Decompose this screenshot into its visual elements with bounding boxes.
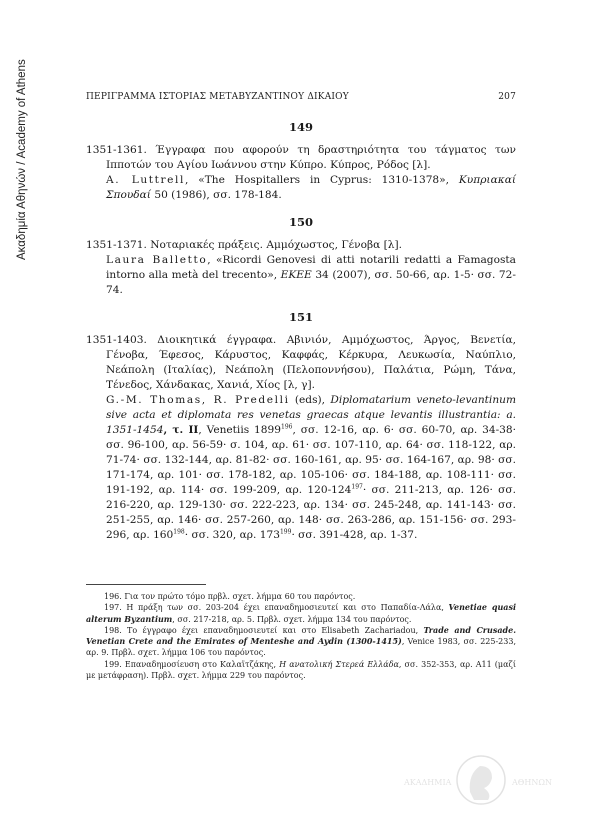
author: G.-M. Thomas, R. Predelli <box>106 394 290 406</box>
footnote-ref[interactable]: 196 <box>281 423 293 431</box>
footnote: 196. Για τον πρώτο τόμο πρβλ. σχετ. λήμμα 60 του παρόντος. <box>104 592 356 601</box>
footnote-ref[interactable]: 198 <box>173 528 185 536</box>
ref-pages: · σσ. 391-428, αρ. 1-37. <box>291 529 418 541</box>
footnote-ref[interactable]: 197 <box>351 483 363 491</box>
ref-text: , «The Hospitallers in Cyprus: 1310-1378», <box>184 174 459 186</box>
ref-text: , «Ricordi Genovesi di atti notarili redatti a Famagosta intorno alla metà del trecento», <box>106 254 516 281</box>
ref-pages: · σσ. 320, αρ. 173 <box>184 529 280 541</box>
entry-reference <box>86 173 516 203</box>
footnote-ref[interactable]: 199 <box>279 528 292 536</box>
author: Laura Balletto <box>106 254 208 266</box>
footnote: 199. Επαναδημοσίευση στο Καλαϊτζάκης, Η ανατολική Στερεά Ελλάδα, σσ. 352-353, αρ. A11 (μαζί με μετάφραση). Πρβλ. σχετ. λήμμα 229 του παρόντος. <box>86 659 516 681</box>
ref-pages: · σσ. 211-213, αρ. 126· σσ. 216-220, αρ. 129-130· σσ. 222-223, αρ. 134· σσ. 245-248, αρ. 141-143· σσ. 251-255, αρ. 146· σσ. 257-260, αρ. 148· σσ. 263-286, αρ. 151-156· σσ. 293-296, αρ. 160 <box>106 484 516 541</box>
ref-tail: 50 (1986), σσ. 178-184. <box>150 189 282 201</box>
ref-journal: ΕΚΕΕ <box>280 269 312 281</box>
ref-volume: , τ. II <box>163 424 199 436</box>
entry-heading: 1351-1361. Έγγραφα που αφορούν τη δραστηριότητα του τάγματος των Ιπποτών του Αγίου Ιωάννου στην Κύπρο. Κύπρος, Ρόδος [λ]. <box>86 144 516 171</box>
entry-number: 151 <box>288 310 313 324</box>
ref-tail: 34 (2007), σσ. 50-66, αρ. 1-5· σσ. 72-74. <box>106 269 516 296</box>
footnotes <box>86 591 516 681</box>
header-title: ΠΕΡΙΓΡΑΜΜΑ ΙΣΤΟΡΙΑΣ ΜΕΤΑΒΥΖΑΝΤΙΝΟΥ ΔΙΚΑΙΟΥ <box>86 92 349 102</box>
running-header <box>86 92 516 102</box>
ref-title: Diplomatarium veneto-levantinum sive acta et diplomata res venetas graecas atque levantis illustrantia: a. 1351-1454 <box>106 394 517 436</box>
entry-reference <box>86 393 516 543</box>
footnote: 198. Το έγγραφο έχει επαναδημοσιευτεί και στο Elisabeth Zachariadou, Trade and Crusade. Venetian Crete and the Emirates of Menteshe and Aydin (1300-1415), Venice 1983, σσ. 225-233, αρ. 9. Πρβλ. σχετ. λήμμα 106 του παρόντος. <box>86 624 516 658</box>
entry-heading: 1351-1403. Διοικητικά έγγραφα. Αβινιόν, Αμμόχωστος, Άργος, Βενετία, Γένοβα, Έφεσος, Κάρυστος, Καφφάς, Κέρκυρα, Λευκωσία, Ναύπλιο, Νεάπολη (Ιταλίας), Νεάπολη (Πελοποννήσου), Παλάτια, Ρώμη, Τάνα, Τένεδος, Χάνδακας, Χανιά, Χίος [λ, γ]. <box>86 334 516 391</box>
footnote-divider <box>86 584 206 585</box>
main-content <box>86 120 516 555</box>
entry-number: 150 <box>288 215 313 229</box>
ref-pages: , σσ. 12-16, αρ. 6· σσ. 60-70, αρ. 34-38· σσ. 96-100, αρ. 56-59· σ. 104, αρ. 61· σσ. 107-110, αρ. 64· σσ. 118-122, αρ. 71-74· σσ. 132-144, αρ. 81-82· σσ. 160-161, αρ. 95· σσ. 164-167, αρ. 98· σσ. 171-174, αρ. 101· σσ. 178-182, αρ. 105-106· σσ. 184-188, αρ. 108-111· σσ. 191-192, αρ. 114· σσ. 199-209, αρ. 120-124 <box>106 424 517 496</box>
ref-pre: (eds), <box>289 394 331 406</box>
entry-reference <box>86 253 516 298</box>
entry-number: 149 <box>288 120 313 134</box>
watermark-right: ΑΘΗΝΩΝ <box>512 778 552 787</box>
entry-heading: 1351-1371. Νοταριακές πράξεις. Αμμόχωστος, Γένοβα [λ]. <box>86 239 402 251</box>
sidebar-text: Ακαδημία Αθηνών / Academy of Athens <box>16 59 28 261</box>
footnote: 197. Η πράξη των σσ. 203-204 έχει επαναδημοσιευτεί και στο Παπαδία-Λάλα, Venetiae quasi alterum Byzantium, σσ. 217-218, αρ. 5. Πρβλ. σχετ. λήμμα 134 του παρόντος. <box>86 602 516 624</box>
author: A. Luttrell <box>106 174 185 186</box>
academy-watermark <box>396 752 566 812</box>
watermark-left: ΑΚΑΔΗΜΙΑ <box>404 778 452 787</box>
ref-tail: , Venetiis 1899 <box>198 424 282 436</box>
sidebar-label <box>10 40 34 280</box>
watermark-head <box>470 766 492 800</box>
ref-journal: Κυπριακαί Σπουδαί <box>106 174 516 201</box>
page-number: 207 <box>498 92 516 102</box>
